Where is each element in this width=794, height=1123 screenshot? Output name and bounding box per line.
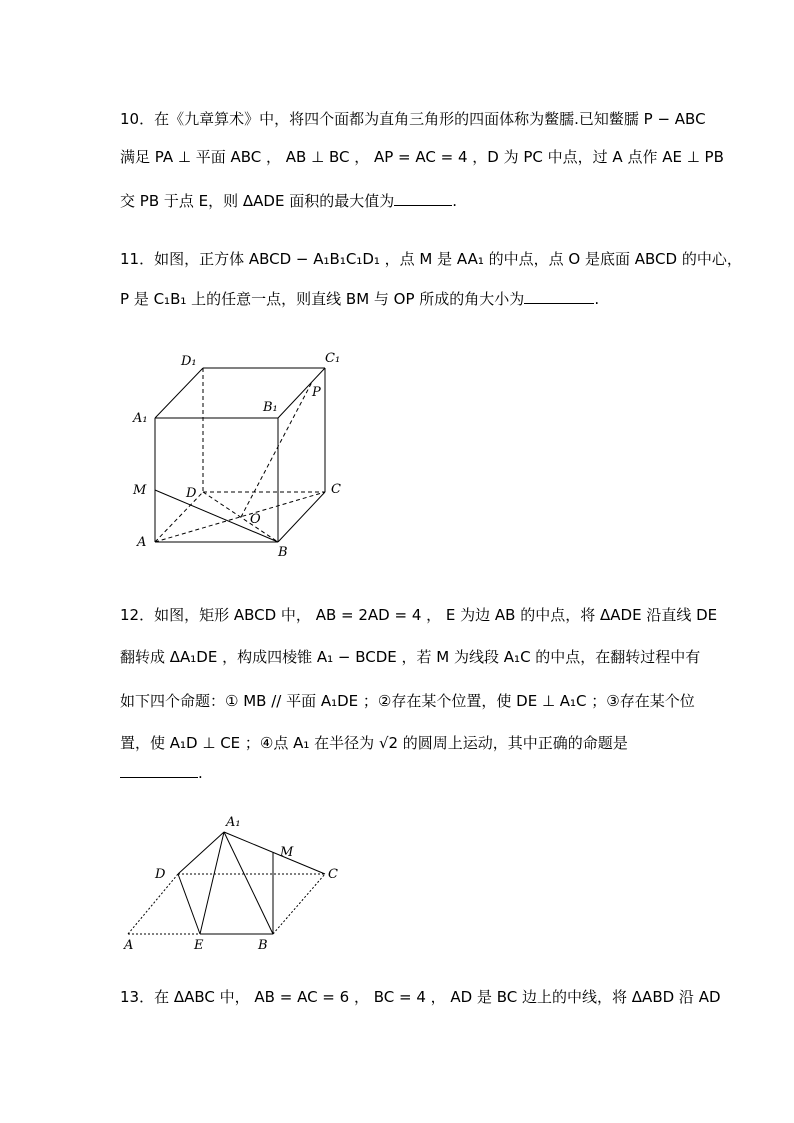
label-M: M (280, 845, 294, 860)
edge-a1d (178, 832, 224, 874)
q11-line-1: 11．如图，正方体 ABCD − A₁B₁C₁D₁ ，点 M 是 AA₁ 的中点，点 O 是底面 ABCD 的中心， (120, 250, 742, 268)
label-E: E (194, 938, 204, 953)
q10-line-1: 10．在《九章算术》中，将四个面都为直角三角形的四面体称为鳖臑.已知鳖臑 P − ABC (120, 110, 706, 128)
edge-a1b (224, 832, 273, 934)
q13-line-1: 13．在 ΔABC 中， AB = AC = 6 ， BC = 4 ， AD 是 BC 边上的中线，将 ΔABD 沿 AD (120, 988, 721, 1006)
edge-a1e (200, 832, 224, 934)
edge-de (178, 874, 200, 934)
q12-line-5 (120, 762, 680, 784)
diagonal-db-hidden (203, 492, 278, 542)
label-O: O (250, 512, 261, 527)
label-A: A (124, 938, 134, 953)
label-C: C (331, 482, 341, 497)
q10-line-3-end: . (452, 192, 457, 210)
q10-line-3-text: 交 PB 于点 E，则 ΔADE 面积的最大值为 (120, 192, 395, 210)
q12-line-2: 翻转成 ΔA₁DE ，构成四棱锥 A₁ − BCDE ，若 M 为线段 A₁C 的中点，在翻转过程中有 (120, 648, 701, 666)
label-A1: A₁ (226, 815, 241, 830)
label-A1: A₁ (133, 411, 148, 426)
label-A: A (137, 535, 147, 550)
segment-mb (155, 490, 278, 542)
edge-ad-hidden (155, 492, 203, 542)
label-C1: C₁ (325, 351, 341, 366)
edge-bc (278, 492, 325, 542)
q12-line-4: 置，使 A₁D ⊥ CE ；④点 A₁ 在半径为 √2 的圆周上运动，其中正确的命题是 (120, 734, 628, 752)
diagonal-ac-hidden (155, 492, 325, 542)
label-C: C (328, 867, 338, 882)
label-M: M (133, 483, 147, 498)
q11-line-2-end: . (594, 290, 600, 308)
q10-line-2: 满足 PA ⊥ 平面 ABC ， AB ⊥ BC ， AP = AC = 4 ，D 为 PC 中点，过 A 点作 AE ⊥ PB (120, 148, 724, 166)
edge-b1c1 (278, 368, 325, 418)
label-P: P (312, 385, 321, 400)
q12-line-3: 如下四个命题：① MB // 平面 A₁DE ；②存在某个位置，使 DE ⊥ A₁C ；③存在某个位 (120, 692, 695, 710)
label-D1: D₁ (181, 354, 197, 369)
edge-a1d1 (155, 368, 203, 418)
q10-line-3 (120, 190, 680, 212)
q12-line-5-end: . (198, 764, 203, 782)
answer-blank-q10 (394, 191, 452, 206)
label-B: B (258, 938, 268, 953)
label-B1: B₁ (263, 400, 278, 415)
label-D: D (186, 486, 197, 501)
edge-ad-dotted (128, 874, 178, 934)
label-D: D (155, 867, 166, 882)
answer-blank-q11 (524, 289, 594, 304)
q11-line-2 (120, 288, 680, 310)
segment-op-hidden (241, 382, 312, 517)
label-B: B (278, 545, 288, 560)
answer-blank-q12 (120, 763, 198, 778)
edge-a1c (224, 832, 325, 874)
q11-line-2-text: P 是 C₁B₁ 上的任意一点，则直线 BM 与 OP 所成的角大小为 (120, 290, 525, 308)
q12-line-1: 12．如图，矩形 ABCD 中， AB = 2AD = 4 ， E 为边 AB 的中点，将 ΔADE 沿直线 DE (120, 606, 718, 624)
edge-bc-dotted (273, 874, 325, 934)
